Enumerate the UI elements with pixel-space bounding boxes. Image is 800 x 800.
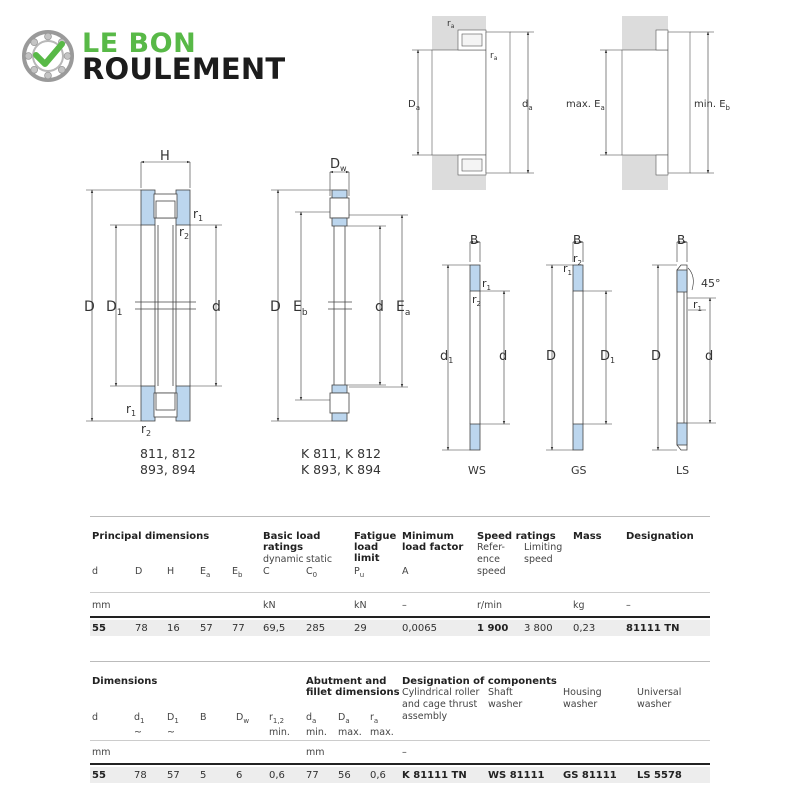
washer-gs-section xyxy=(573,265,583,450)
header-cyl-2: and cage thrust xyxy=(402,699,478,710)
header-cyl: Cylindrical roller xyxy=(402,687,480,698)
val-H: 16 xyxy=(167,623,180,634)
unit-dash-a: – xyxy=(402,600,407,611)
unit-kN-fatigue: kN xyxy=(354,600,367,611)
abutment-drawing-2 xyxy=(622,16,690,190)
val2-B: 5 xyxy=(200,770,207,781)
label-ra-2: $r_a$ xyxy=(490,51,498,62)
val2-Dw: 6 xyxy=(236,770,243,781)
caption-gs: GS xyxy=(571,464,587,477)
label-45deg: 45° xyxy=(701,277,721,290)
val-designation: 81111 TN xyxy=(626,623,680,634)
label-r1-ws: $r_1$ xyxy=(482,277,491,292)
sym2-B: B xyxy=(200,712,207,723)
header-designation-components: Designation of components xyxy=(402,676,557,687)
header-limiting-2: speed xyxy=(524,554,553,565)
header-designation: Designation xyxy=(626,531,694,542)
val-C: 69,5 xyxy=(263,623,286,634)
sym-D: D xyxy=(135,566,143,577)
header-speed-ratings: Speed ratings xyxy=(477,531,556,542)
val-Eb: 77 xyxy=(232,623,245,634)
val2-housing: GS 81111 xyxy=(563,770,617,781)
val-ref-speed: 1 900 xyxy=(477,623,509,634)
label-ra-1: $r_a$ xyxy=(447,19,455,30)
cage-k811-section xyxy=(328,190,352,421)
dim-label-Eb: $E_b$ xyxy=(293,299,308,318)
val2-da: 77 xyxy=(306,770,319,781)
header-reference-2: ence xyxy=(477,554,500,565)
val2-universal: LS 5578 xyxy=(637,770,682,781)
header-abutment: Abutment and xyxy=(306,676,387,687)
header-mass: Mass xyxy=(573,531,602,542)
val-mass: 0,23 xyxy=(573,623,596,634)
sym2-ra: $r_a$ max. xyxy=(370,712,394,738)
unit-kN-load: kN xyxy=(263,600,276,611)
val2-D1: 57 xyxy=(167,770,180,781)
header-basic-load-2: ratings xyxy=(263,542,304,553)
label-r2-gs: $r_2$ xyxy=(573,252,582,267)
header-basic-load: Basic load xyxy=(263,531,321,542)
sym-C0: $C_0$ xyxy=(306,566,318,579)
val-C0: 285 xyxy=(306,623,326,634)
dim-label-d1-ws: $d_1$ xyxy=(440,349,454,365)
header-dynamic: dynamic xyxy=(263,554,304,565)
dim-label-da: $d_a$ xyxy=(522,99,533,112)
label-r2-bottom: $r_2$ xyxy=(141,422,152,438)
header-limiting: Limiting xyxy=(524,542,563,553)
header-housing-2: washer xyxy=(563,699,598,710)
label-r1-gs: $r_1$ xyxy=(563,262,572,277)
header-min-load-2: load factor xyxy=(402,542,464,553)
dim-label-d-k: d xyxy=(375,299,384,315)
header-universal: Universal xyxy=(637,687,682,698)
header-fatigue: Fatigue xyxy=(354,531,397,542)
dim-label-B-ls: B xyxy=(677,233,686,247)
val2-cyl: K 81111 TN xyxy=(402,770,467,781)
dim-label-D-gs: D xyxy=(546,349,557,364)
sym-d: d xyxy=(92,566,99,577)
label-r2-ws: $r_2$ xyxy=(472,293,481,308)
sym2-D1: $D_1$ ~ xyxy=(167,712,179,738)
specs-table-2 xyxy=(90,661,710,786)
dim-label-min-Eb: min. $E_b$ xyxy=(694,99,730,112)
dim-label-max-Ea: max. $E_a$ xyxy=(566,99,605,112)
dim-label-H: H xyxy=(160,149,170,164)
logo-text-line2: ROULEMENT xyxy=(82,52,286,86)
caption-ls: LS xyxy=(676,464,690,477)
unit2-mm-abutment: mm xyxy=(306,747,325,758)
label-r2-top: $r_2$ xyxy=(179,225,190,241)
header-static: static xyxy=(306,554,333,565)
dim-label-D: D xyxy=(84,299,95,315)
val-A: 0,0065 xyxy=(402,623,437,634)
sym2-r12: $r_{1,2}$ min. xyxy=(269,712,290,738)
washer-ls-section xyxy=(677,265,687,450)
sym2-Dw: $D_w$ xyxy=(236,712,250,725)
dim-label-Dw: $D_w$ xyxy=(330,157,347,173)
header-fatigue-3: limit xyxy=(354,553,380,564)
header-cyl-3: assembly xyxy=(402,711,448,722)
label-r1-bottom: $r_1$ xyxy=(126,402,137,418)
specs-table-1 xyxy=(90,516,710,638)
sym-Ea: $E_a$ xyxy=(200,566,211,579)
val2-ra: 0,6 xyxy=(370,770,386,781)
unit-kg: kg xyxy=(573,600,585,611)
val2-d: 55 xyxy=(92,770,106,781)
val-D: 78 xyxy=(135,623,148,634)
val-lim-speed: 3 800 xyxy=(524,623,553,634)
header-abutment-2: fillet dimensions xyxy=(306,687,400,698)
val-d: 55 xyxy=(92,623,106,634)
val2-r12: 0,6 xyxy=(269,770,285,781)
label-r1-top: $r_1$ xyxy=(193,207,204,223)
dim-label-B-ws: B xyxy=(470,233,479,247)
unit-mm: mm xyxy=(92,600,111,611)
abutment-drawing-1 xyxy=(432,16,510,190)
logo-text-line1: LE BON xyxy=(82,28,197,59)
val-Ea: 57 xyxy=(200,623,213,634)
header-reference-3: speed xyxy=(477,566,506,577)
dim-label-D1-gs: $D_1$ xyxy=(600,349,616,365)
sym-Eb: $E_b$ xyxy=(232,566,243,579)
header-principal-dimensions: Principal dimensions xyxy=(92,531,210,542)
dim-label-d: d xyxy=(212,299,221,315)
label-r1-ls: $r_1$ xyxy=(693,298,702,313)
sym-A: A xyxy=(402,566,409,577)
unit-dash-designation: – xyxy=(626,600,631,611)
header-reference: Refer- xyxy=(477,542,505,553)
sym-C: C xyxy=(263,566,270,577)
dim-label-D-k: D xyxy=(270,299,281,315)
caption-k893: K 893, K 894 xyxy=(301,462,382,477)
dim-label-d-ws: d xyxy=(499,349,508,364)
unit2-mm: mm xyxy=(92,747,111,758)
header-dimensions: Dimensions xyxy=(92,676,158,687)
header-min-load: Minimum xyxy=(402,531,454,542)
val-Pu: 29 xyxy=(354,623,367,634)
val2-d1: 78 xyxy=(134,770,147,781)
header-universal-2: washer xyxy=(637,699,672,710)
dim-label-Ea: $E_a$ xyxy=(396,299,411,318)
header-shaft: Shaft xyxy=(488,687,513,698)
dim-label-Da: $D_a$ xyxy=(408,99,420,112)
header-shaft-2: washer xyxy=(488,699,523,710)
caption-811: 811, 812 xyxy=(140,446,196,461)
bearing-811-section xyxy=(135,190,196,421)
dim-label-B-gs: B xyxy=(573,233,582,247)
sym2-d1: $d_1$ ~ xyxy=(134,712,145,738)
dim-label-D-ls: D xyxy=(651,349,662,364)
table-row xyxy=(90,767,710,783)
dim-label-d-ls: d xyxy=(705,349,714,364)
val2-shaft: WS 81111 xyxy=(488,770,545,781)
unit-rmin: r/min xyxy=(477,600,503,611)
sym2-d: d xyxy=(92,712,99,723)
unit2-dash: – xyxy=(402,747,407,758)
caption-k811: K 811, K 812 xyxy=(301,446,382,461)
val2-Da: 56 xyxy=(338,770,351,781)
sym-H: H xyxy=(167,566,175,577)
header-housing: Housing xyxy=(563,687,602,698)
caption-893: 893, 894 xyxy=(140,462,196,477)
sym-Pu: $P_u$ xyxy=(354,566,365,579)
sym2-Da: $D_a$ max. xyxy=(338,712,362,738)
sym2-da: $d_a$ min. xyxy=(306,712,327,738)
table-row xyxy=(90,620,710,636)
dim-label-D1: $D_1$ xyxy=(106,299,123,318)
header-fatigue-2: load xyxy=(354,542,379,553)
caption-ws: WS xyxy=(468,464,486,477)
